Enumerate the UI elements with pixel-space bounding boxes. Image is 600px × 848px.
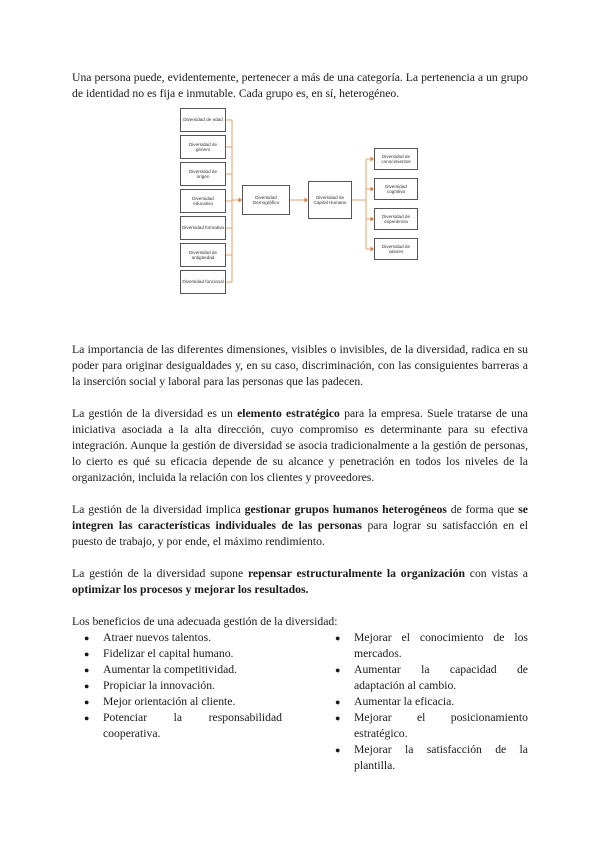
intro-paragraph: Una persona puede, evidentemente, pertenecer a más de una categoría. La pertenencia a un grupo de identidad no es fija e inmutable. Cada grupo es, en sí, heterogéneo. (72, 71, 528, 100)
human-capital-diversity-box: Diversidad de Capital Humano (308, 181, 352, 219)
left-diversity-box: Diversidad de género (180, 135, 226, 159)
left-diversity-box: Diversidad funcional (180, 270, 226, 294)
diversity-diagram (176, 104, 430, 304)
benefits-intro: Los beneficios de una adecuada gestión de la diversidad: (72, 615, 338, 628)
strategic-paragraph (72, 406, 528, 486)
p3-text-a: La gestión de la diversidad es un (72, 407, 238, 420)
p5-bold-optimize: optimizar los procesos y mejorar los resultados. (72, 583, 309, 596)
right-diversity-box: Diversidad de conocimientos (374, 148, 418, 170)
heterogeneous-paragraph (72, 502, 528, 550)
p5-text-a: La gestión de la diversidad supone (72, 567, 248, 580)
benefit-left-item: ● Potenciar la responsabilidad cooperativa. (72, 710, 282, 742)
left-diversity-box: Diversidad de antigüedad (180, 243, 226, 267)
restructure-paragraph (72, 566, 528, 598)
benefit-left-item: ● Atraer nuevos talentos. (72, 630, 282, 646)
p4-bold-integrate: se integren las características individuales de las personas (72, 503, 528, 532)
benefit-left-item: ● Aumentar la competitividad. (72, 662, 282, 678)
p5-bold-rethink: repensar estructuralmente la organización (247, 567, 466, 580)
left-diversity-box: Diversidad de edad (180, 108, 226, 132)
left-diversity-box: Diversidad educativa (180, 189, 226, 213)
p5-text-c: con vistas a (465, 567, 528, 580)
benefit-right-item: ● Mejorar el conocimiento de los mercados. (323, 630, 528, 662)
p4-text-c: de forma que (446, 503, 519, 516)
p4-bold-groups: gestionar grupos humanos heterogéneos (244, 503, 447, 516)
left-diversity-box: Diversidad formativa (180, 216, 226, 240)
p4-text-e: para lograr su satisfacción en el puesto de trabajo, y por ende, el máximo rendimiento. (72, 519, 529, 548)
benefit-right-item: ● Aumentar la eficacia. (323, 694, 528, 710)
benefit-right-item: ● Mejorar la satisfacción de la plantilla. (323, 742, 528, 774)
benefits-list-left (72, 630, 282, 742)
p4-text-a: La gestión de la diversidad implica (72, 503, 245, 516)
benefits-list-right (323, 630, 528, 774)
right-diversity-box: Diversidad de valores (374, 238, 418, 260)
benefit-left-item: ● Fidelizar el capital humano. (72, 646, 282, 662)
right-diversity-box: Diversidad de experiencia (374, 208, 418, 230)
right-diversity-box: Diversidad cognitiva (374, 178, 418, 200)
p3-text-c: para la empresa. Suele tratarse de una iniciativa asociada a la alta dirección, cuyo compromiso es determinante para su efectiva integración. Aunque la gestión de diversidad se asocia tradicionalmente a la gestión de personas, lo cierto es qué su eficacia depende de su alcance y penetración en todos los niveles de la organización, incluida la relación con los clientes y proveedores. (72, 407, 528, 484)
left-diversity-box: Diversidad de origen (180, 162, 226, 186)
benefit-right-item: ● Aumentar la capacidad de adaptación al cambio. (323, 662, 528, 694)
benefit-left-item: ● Propiciar la innovación. (72, 678, 282, 694)
demographic-diversity-box: Diversidad Demográfica (242, 185, 290, 215)
benefit-left-item: ● Mejor orientación al cliente. (72, 694, 282, 710)
importance-paragraph: La importancia de las diferentes dimensiones, visibles o invisibles, de la diversidad, radica en su poder para originar desigualdades y, en su caso, discriminación, con las consiguientes barreras a la inserción social y laboral para las personas que las padecen. (72, 343, 528, 388)
p3-bold-strategic: elemento estratégico (237, 407, 340, 420)
benefit-right-item: ● Mejorar el posicionamiento estratégico. (323, 710, 528, 742)
